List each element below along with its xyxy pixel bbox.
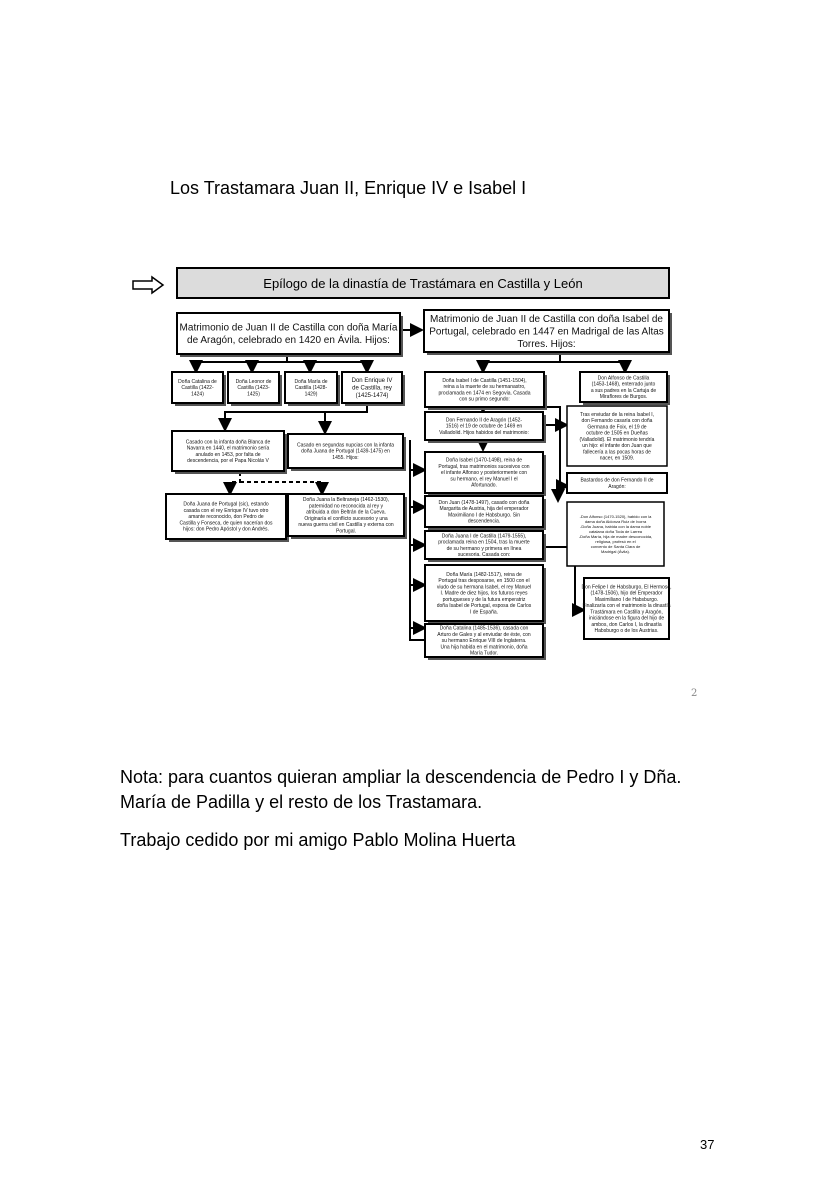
fernando-box — [425, 412, 546, 443]
bastardos-list-box — [567, 502, 664, 566]
juana-beltraneja-box-line: atribuida a don Beltrán de la Cueva. — [306, 509, 386, 516]
juana-loca-box-line: Doña Juana I de Castilla (1479-1555), — [441, 533, 527, 540]
maria-hija-box-line: portugueses y de la futura emperatriz — [442, 596, 526, 603]
enrique-first-marriage-box-line: descendencia, por el Papa Nicolás V — [187, 458, 269, 464]
fernando-second-marriage-box-line: don Fernando casaría con doña — [581, 418, 653, 424]
child-catalina-box-line: 1424) — [191, 391, 204, 398]
enrique-second-marriage-box-line: doña Juana de Portugal (1439-1475) en — [301, 448, 390, 455]
bastardos-list-box-line: Madrigal (Ávila). — [601, 548, 630, 554]
catalina-hija-box-line: María Tudor. — [469, 650, 499, 657]
juana-portugal-note-box-line: hijos: don Pedro Apóstol y don Andrés. — [183, 526, 269, 533]
fernando-second-marriage-box — [567, 406, 667, 466]
alfonso-box-line: (1453-1468), enterrado junto — [591, 381, 656, 388]
child-leonor-box-line: Castilla (1423- — [237, 385, 270, 392]
juan-principe-box-line: Margarita de Austria, hija del emperador — [439, 506, 529, 512]
catalina-hija-box-line: su hermano Enrique VIII de Inglaterra. — [441, 638, 527, 645]
enrique-first-marriage-box-line: anulado en 1453, por falta de — [195, 451, 261, 458]
fernando-second-marriage-box-line: Germana de Foix, el 19 de — [587, 424, 647, 431]
child-catalina-box-line: Castilla (1422- — [181, 385, 214, 392]
child-enrique-box-line: (1425-1474) — [355, 392, 389, 399]
child-maria-box — [285, 372, 340, 406]
juana-beltraneja-box-line: paternidad no reconocida al rey y — [309, 503, 383, 510]
felipe-box — [581, 578, 671, 639]
bastardos-list-box-line: religiosa, profesó en el — [595, 538, 636, 544]
child-catalina-box-line: Doña Catalina de — [178, 378, 217, 385]
page-title: Los Trastamara Juan II, Enrique IV e Isabel I — [170, 178, 527, 198]
felipe-box-line: Trastámara en Castilla y Aragón, — [590, 609, 663, 616]
felipe-box-line: (1478-1506), hijo del Emperador — [590, 590, 663, 597]
marriage-right-box-line: Portugal, celebrado en 1447 en Madrigal de las Altas — [429, 326, 664, 338]
juana-beltraneja-box-line: nueva guerra civil en Castilla y externa con — [298, 522, 394, 528]
alfonso-box-line: Don Alfonso de Castilla — [597, 375, 650, 382]
maria-hija-box-line: Doña María (1482-1517), reina de — [446, 571, 522, 578]
juana-loca-box — [425, 531, 546, 562]
child-leonor-box-line: Doña Leonor de — [235, 378, 272, 385]
juana-beltraneja-box-line: Portugal. — [335, 528, 357, 535]
felipe-box-line: ambos, don Carlos I, la dinastía — [591, 621, 662, 628]
juana-portugal-note-box-line: Castilla y Fonseca, de quien nacerían dos — [179, 520, 273, 527]
marriage-left-box — [177, 313, 403, 357]
fernando-second-marriage-box-line: (Valladolid). El matrimonio tendría — [579, 436, 655, 443]
credit-text: Trabajo cedido por mi amigo Pablo Molina Huerta — [120, 830, 516, 850]
isabel-catolica-box-line: Doña Isabel I de Castilla (1451-1504), — [442, 377, 527, 384]
fernando-second-marriage-box-line: octubre de 1505 en Dueñas — [586, 430, 648, 437]
enrique-second-marriage-box-line: Casado en segundas nupcias con la infanta — [296, 442, 395, 449]
catalina-hija-box-line: Doña Catalina (1485-1536), casada con — [439, 625, 529, 632]
marriage-right-box-line: Matrimonio de Juan II de Castilla con doña Isabel de — [430, 313, 663, 325]
child-maria-box-line: 1429) — [304, 391, 318, 398]
child-enrique-box-line: Don Enrique IV — [351, 377, 393, 384]
juana-loca-box-line: de su hermano y primera en línea — [446, 545, 522, 552]
bastardos-list-box-line: catalana doña Toda de Larrea — [588, 528, 643, 534]
juana-portugal-note-box-line: Doña Juana de Portugal (sic), estando — [183, 501, 269, 508]
isabel-hija-box-line: su hermano, el rey Manuel I el — [450, 476, 518, 483]
felipe-box-line: iniciándose en la figura del hijo de — [588, 615, 665, 622]
isabel-catolica-box-line: reina a la muerte de su hermanastro, — [443, 384, 526, 390]
isabel-hija-box-line: Doña Isabel (1470-1498), reina de — [445, 457, 523, 464]
felipe-box-line: Finalizaría con el matrimonio la dinastía — [582, 603, 671, 609]
felipe-box-line: Don Felipe I de Habsburgo, El Hermoso, — [581, 584, 672, 591]
page-number: 37 — [700, 1137, 715, 1152]
juana-beltraneja-box-line: Originaría el conflicto sucesorio y una — [304, 515, 388, 522]
child-leonor-box — [228, 372, 282, 406]
child-enrique-box-line: de Castilla, rey — [352, 385, 392, 392]
diagram-header — [177, 268, 669, 298]
catalina-hija-box-line: Una hija habida en el matrimonio, doña — [440, 644, 528, 651]
enrique-first-marriage-box-line: Navarra en 1440, el matrimonio sería — [186, 445, 270, 452]
juana-portugal-note-box-line: casada con el rey Enrique IV tuvo otro — [183, 507, 269, 514]
bastardos-list-box-line: -Doña Juana, habida con la dama noble — [580, 523, 651, 529]
isabel-catolica-box-line: con su primo segundo: — [459, 396, 510, 403]
juan-principe-box-line: Don Juan (1478-1497), casado con doña — [438, 499, 530, 506]
bastardos-list-box-line: -Doña María, hija de madre desconocida, — [578, 533, 653, 539]
fernando-box-line: Valladolid. Hijos habidos del matrimonio: — [439, 429, 529, 436]
marriage-left-box-line: de Aragón, celebrado en 1420 en Ávila. Hijos: — [187, 335, 390, 346]
alfonso-box-line: a sus padres en la Cartuja de — [590, 387, 657, 394]
marriage-right-box-line: Torres. Hijos: — [517, 338, 576, 350]
catalina-hija-box-line: Arturo de Gales y al enviudar de éste, con — [437, 631, 531, 638]
maria-hija-box-line: Portugal tras desposarse, en 1500 con el — [438, 578, 530, 585]
isabel-catolica-box-line: proclamada en 1474 en Segovia. Casada — [438, 390, 531, 397]
maria-hija-box-line: I de España. — [469, 609, 499, 616]
child-maria-box-line: Doña María de — [294, 378, 328, 385]
bastardos-list-box-line: dama doña Aldonza Ruiz de Ivorra — [584, 518, 647, 524]
maria-hija-box-line: I. Madre de diez hijos, los futuros reyes — [440, 590, 528, 597]
felipe-box-line: Maximiliano I de Habsburgo. — [594, 596, 659, 603]
fernando-second-marriage-box-line: un hijo: el infante don Juan que — [582, 443, 652, 449]
fernando-second-marriage-box-line: Tras enviudar de la reina Isabel I, — [579, 411, 655, 418]
figure-number: 2 — [691, 688, 698, 699]
note-text: Nota: para cuantos quieran ampliar la descendencia de Pedro I y Dña. María de Padilla y el resto de los Trastamara. — [120, 767, 682, 812]
felipe-box-line: Habsburgo o de los Austrias. — [594, 628, 659, 634]
alfonso-box — [580, 372, 670, 405]
fernando-second-marriage-box-line: fallecería a las pocas horas de — [583, 449, 651, 456]
enrique-first-marriage-box-line: Casado con la infanta doña Blanca de — [185, 439, 271, 446]
enrique-first-marriage-box — [172, 431, 287, 474]
child-maria-box-line: Castilla (1428- — [294, 385, 328, 392]
diagram-header-text: Epílogo de la dinastía de Trastámara en Castilla y León — [263, 276, 583, 291]
isabel-hija-box-line: el infante Alfonso y posteriormente con — [440, 470, 528, 477]
juan-principe-box — [425, 496, 546, 530]
pointer-arrow-icon — [133, 277, 163, 293]
fernando-box-line: Don Fernando II de Aragón (1452- — [445, 417, 523, 424]
child-catalina-box — [172, 372, 226, 406]
bastardos-list-box-line: convento de Santa Clara de — [590, 543, 641, 549]
bastardos-list-box-line: -Don Alfonso (1470-1520), habido con la — [579, 513, 652, 519]
isabel-hija-box-line: Afortunado. — [471, 482, 497, 489]
maria-hija-box-line: viudo de su hermana Isabel, el rey Manuel — [436, 584, 532, 591]
juana-beltraneja-box-line: Doña Juana la Beltraneja (1462-1530), — [302, 497, 390, 503]
marriage-right-box — [424, 310, 672, 355]
enrique-second-marriage-box — [288, 434, 406, 471]
juana-loca-box-line: sucesoria. Casada con: — [457, 552, 511, 558]
juana-portugal-note-box-line: amante reconocido, don Pedro de — [188, 514, 264, 521]
maria-hija-box — [425, 565, 546, 624]
isabel-hija-box — [425, 452, 546, 496]
bastardos-box — [567, 473, 667, 493]
maria-hija-box-line: doña Isabel de Portugal, esposa de Carlos — [436, 603, 532, 610]
child-leonor-box-line: 1425) — [247, 391, 260, 398]
isabel-hija-box-line: Portugal, tras matrimonios sucesivos con — [438, 463, 530, 470]
bastardos-box-line: Aragón: — [608, 483, 626, 490]
alfonso-box-line: Miraflores de Burgos. — [599, 394, 648, 400]
juana-beltraneja-box — [288, 494, 407, 539]
juana-portugal-note-box — [166, 494, 289, 542]
child-enrique-box — [342, 372, 405, 406]
isabel-catolica-box — [425, 372, 547, 410]
enrique-second-marriage-box-line: 1455. Hijos: — [332, 454, 359, 461]
fernando-box-line: 1516) el 19 de octubre de 1469 en — [445, 423, 523, 430]
juana-loca-box-line: proclamada reina en 1504, tras la muerte — [438, 539, 530, 546]
juan-principe-box-line: Maximiliano I de Habsburgo. Sin — [448, 512, 520, 519]
fernando-second-marriage-box-line: nacer, en 1509. — [599, 455, 635, 462]
catalina-hija-box — [425, 624, 546, 660]
bastardos-box-line: Bastardos de don Fernando II de — [580, 477, 654, 484]
marriage-left-box-line: Matrimonio de Juan II de Castilla con doña María — [179, 322, 398, 334]
juan-principe-box-line: descendencia. — [467, 518, 501, 525]
